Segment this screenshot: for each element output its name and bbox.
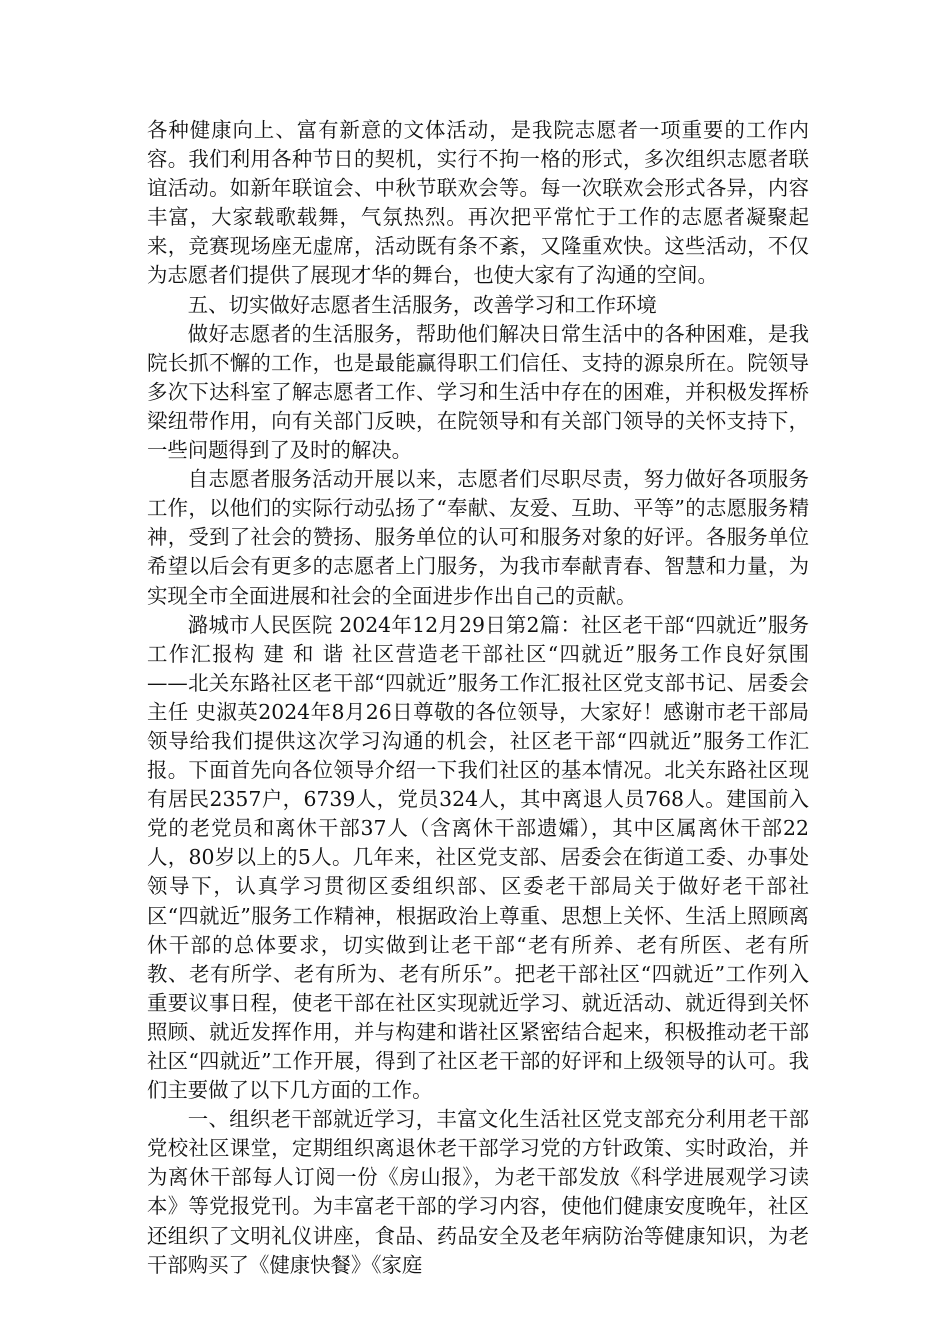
paragraph-life-service: 做好志愿者的生活服务，帮助他们解决日常生活中的各种困难，是我院长抓不懈的工作，也是最能赢得职工们信任、支持的源泉所在。院领导多次下达科室了解志愿者工作、学习和生活中存在的困难，并积极发挥桥梁纽带作用，向有关部门反映，在院领导和有关部门领导的关怀支持下，一些问题得到了及时的解决。 [147,321,809,463]
paragraph-continuation: 各种健康向上、富有新意的文体活动，是我院志愿者一项重要的工作内容。我们利用各种节日的契机，实行不拘一格的形式，多次组织志愿者联谊活动。如新年联谊会、中秋节联欢会等。每一次联欢会形式各异，内容丰富，大家载歌载舞，气氛热烈。再次把平常忙于工作的志愿者凝聚起来，竞赛现场座无虚席，活动既有条不紊，又隆重欢快。这些活动，不仅为志愿者们提供了展现才华的舞台，也使大家有了沟通的空间。 [147,118,809,288]
section-heading-five: 五、切实做好志愿者生活服务，改善学习和工作环境 [187,292,657,317]
paragraph-second-report: 潞城市人民医院 2024年12月29日第2篇：社区老干部“四就近”服务工作汇报构 建 和 谐 社区营造老干部社区“四就近”服务工作良好氛围 ——北关东路社区老干部“四就近”服务工作汇报社区党支部书记、居委会主任 史淑英2024年8月26日尊敬的各位领导，大家好！感谢市老干部局领导给我们提供这次学习沟通的机会，社区老干部“四就近”服务工作汇报。下面首先向各位领导介绍一下我们社区的基本情况。北关东路社区现有居民2357户，6739人，党员324人，其中离退人员768人。建国前入党的老党员和离休干部37人（含离休干部遗孀），其中区属离休干部22人，80岁以上的5人。几年来，社区党支部、居委会在街道工委、办事处领导下，认真学习贯彻区委组织部、区委老干部局关于做好老干部社区“四就近”服务工作精神，根据政治上尊重、思想上关怀、生活上照顾离休干部的总体要求，切实做到让老干部“老有所养、老有所医、老有所教、老有所学、老有所为、老有所乐”。把老干部社区“四就近”工作列入重要议事日程，使老干部在社区实现就近学习、就近活动、就近得到关怀照顾、就近发挥作用，并与构建和谐社区紧密结合起来，积极推动老干部社区“四就近”工作开展，得到了社区老干部的好评和上级领导的认可。我们主要做了以下几方面的工作。 [147,612,809,1103]
paragraph-section-one: 一、组织老干部就近学习，丰富文化生活社区党支部充分利用老干部党校社区课堂，定期组织离退休老干部学习党的方针政策、实时政治，并为离休干部每人订阅一份《房山报》，为老干部发放《科学进展观学习读本》等党报党刊。为丰富老干部的学习内容，使他们健康安度晚年，社区还组织了文明礼仪讲座，食品、药品安全及老年病防治等健康知识，为老干部购买了《健康快餐》《家庭 [147,1107,809,1277]
paragraph-conclusion: 自志愿者服务活动开展以来，志愿者们尽职尽责，努力做好各项服务工作，以他们的实际行动弘扬了“奉献、友爱、互助、平等”的志愿服务精神，受到了社会的赞扬、服务单位的认可和服务对象的好评。各服务单位希望以后会有更多的志愿者上门服务，为我市奉献青春、智慧和力量，为实现全市全面进展和社会的全面进步作出自己的贡献。 [147,467,809,608]
document-page [147,116,809,1280]
